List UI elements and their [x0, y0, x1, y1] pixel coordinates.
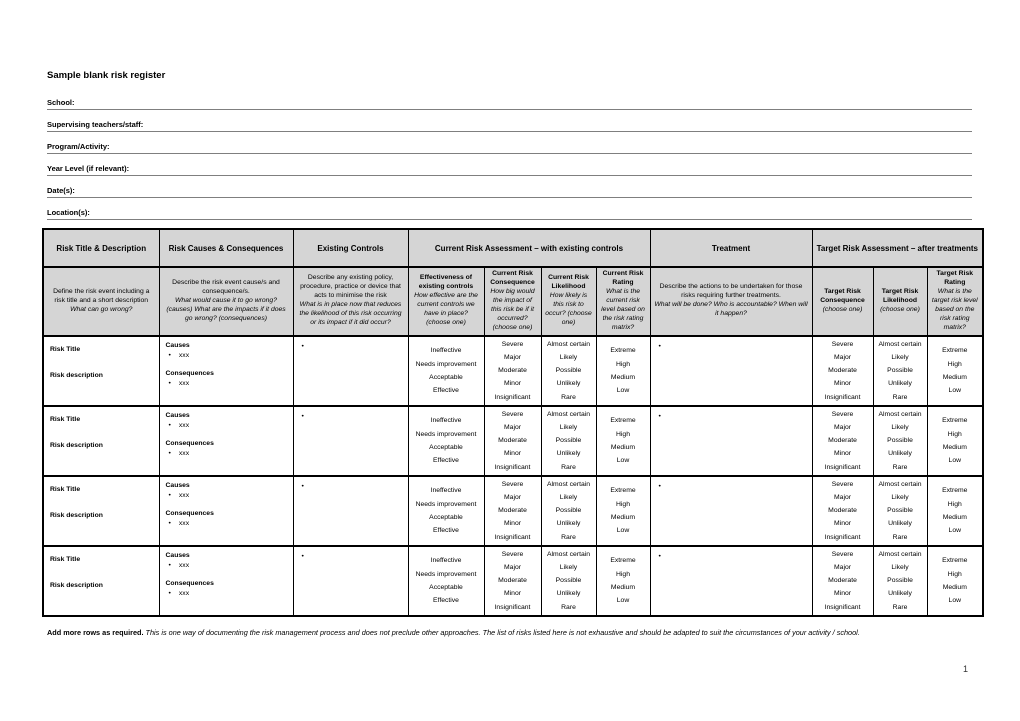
target-option-high[interactable]: High [947, 360, 962, 368]
existing-controls-bullet-line [299, 343, 403, 350]
treatment-bullet-line [656, 413, 807, 420]
target-option-rare[interactable]: Rare [892, 533, 908, 541]
target-option-almost-certain[interactable]: Almost certain [878, 550, 922, 558]
option-major[interactable]: Major [504, 424, 521, 431]
target-option-extreme[interactable]: Extreme [942, 487, 968, 495]
risk-row [43, 336, 983, 406]
causes-item [166, 562, 287, 571]
subheader-target-rating [927, 267, 983, 336]
subheader-effectiveness [408, 267, 484, 336]
option-ineffective[interactable]: Ineffective [430, 487, 462, 495]
subheader-current-rating [596, 267, 650, 336]
option-insignificant[interactable]: Insignificant [494, 463, 531, 471]
target-option-moderate[interactable]: Moderate [828, 507, 857, 515]
consequences-item [166, 520, 287, 529]
subheader-target-likelihood-note: (choose one) [880, 305, 920, 313]
target-rating-cell [927, 476, 983, 546]
causes-item [166, 492, 287, 501]
subheader-current-consequence-question: How big would the impact of this risk be if it occurred? (choose one) [490, 287, 535, 331]
option-rare[interactable]: Rare [561, 603, 576, 611]
option-medium[interactable]: Medium [610, 373, 636, 381]
option-low[interactable]: Low [616, 597, 630, 605]
bullet-icon: • [168, 380, 171, 388]
subheader-causes-text: Describe the risk event cause/s and consequence/s. [172, 278, 280, 295]
target-option-severe[interactable]: Severe [831, 340, 854, 348]
option-acceptable[interactable]: Acceptable [429, 583, 463, 591]
risk-title-label: Risk Title [50, 345, 81, 353]
option-insignificant[interactable]: Insignificant [494, 603, 531, 611]
bullet-icon: • [658, 412, 661, 420]
bullet-icon: • [658, 482, 661, 490]
option-minor[interactable]: Minor [504, 590, 521, 598]
option-severe[interactable]: Severe [501, 410, 524, 418]
subheader-risk-title-text: Define the risk event including a risk title and a short description [53, 287, 150, 304]
target-likelihood-cell [873, 406, 927, 476]
option-unlikely[interactable]: Unlikely [556, 380, 581, 388]
option-likely[interactable]: Likely [559, 353, 578, 361]
header-target-risk-assessment: Target Risk Assessment – after treatments [812, 229, 983, 267]
target-option-extreme[interactable]: Extreme [942, 417, 968, 425]
risk-row [43, 546, 983, 616]
option-almost-certain[interactable]: Almost certain [546, 340, 591, 348]
treatment-bullet-line [656, 483, 807, 490]
option-almost-certain[interactable]: Almost certain [546, 480, 591, 488]
header-risk-title-description: Risk Title & Description [43, 229, 159, 267]
option-minor[interactable]: Minor [504, 380, 521, 388]
bullet-icon: • [168, 561, 171, 569]
form-fields [47, 88, 972, 220]
option-moderate[interactable]: Moderate [498, 437, 527, 445]
subheader-current-rating-title: Current Risk Rating [602, 270, 644, 286]
target-option-unlikely[interactable]: Unlikely [888, 520, 912, 528]
target-option-major[interactable]: Major [834, 353, 852, 361]
existing-controls-bullet-line [299, 553, 403, 560]
bullet-icon: • [301, 482, 304, 490]
field-supervising-teachers[interactable] [47, 110, 972, 132]
option-medium[interactable]: Medium [610, 583, 636, 591]
effectiveness-cell [408, 406, 484, 476]
consequences-item-text: xxx [178, 450, 190, 458]
option-major[interactable]: Major [504, 353, 521, 361]
target-likelihood-cell [873, 476, 927, 546]
subheader-existing-controls-question: What is in place now that reduces the likelihood of this risk occurring or its impact if it did occur? [299, 301, 402, 327]
subheader-causes [159, 267, 293, 336]
target-option-unlikely[interactable]: Unlikely [888, 380, 912, 388]
option-low[interactable]: Low [616, 527, 630, 535]
option-likely[interactable]: Likely [559, 424, 578, 431]
target-option-insignificant[interactable]: Insignificant [824, 603, 861, 611]
risk-title-cell[interactable] [43, 476, 159, 546]
page-number: 1 [963, 664, 969, 674]
target-option-low[interactable]: Low [948, 386, 962, 394]
target-option-minor[interactable]: Minor [834, 380, 852, 388]
risk-description-label: Risk description [50, 441, 103, 449]
field-locations[interactable] [47, 198, 972, 220]
risk-title-label: Risk Title [50, 415, 81, 423]
field-locations-label: Location(s): [47, 208, 90, 217]
bullet-icon: • [168, 421, 171, 429]
risk-title-label: Risk Title [50, 555, 81, 563]
subheader-target-consequence [812, 267, 873, 336]
causes-item [166, 352, 287, 361]
causes-consequences-cell[interactable] [159, 476, 293, 546]
footer-note [47, 628, 972, 638]
existing-controls-bullet-line [299, 483, 403, 490]
target-option-almost-certain[interactable]: Almost certain [878, 480, 922, 488]
target-option-insignificant[interactable]: Insignificant [824, 393, 861, 401]
bullet-icon: • [168, 351, 171, 359]
subheader-treatment [650, 267, 812, 336]
subheader-effectiveness-question: How effective are the current controls we have in place? (choose one) [414, 292, 478, 327]
field-dates-label: Date(s): [47, 186, 75, 195]
consequences-item-text: xxx [178, 520, 190, 528]
subheader-current-likelihood [541, 267, 596, 336]
header-current-risk-assessment: Current Risk Assessment – with existing controls [408, 229, 650, 267]
option-needs-improvement[interactable]: Needs improvement [415, 430, 477, 438]
option-major[interactable]: Major [504, 564, 521, 572]
target-option-high[interactable]: High [947, 430, 962, 438]
target-option-extreme[interactable]: Extreme [942, 347, 968, 355]
consequences-item [166, 590, 287, 599]
option-possible[interactable]: Possible [555, 507, 582, 515]
option-extreme[interactable]: Extreme [610, 347, 636, 355]
field-school-label: School: [47, 98, 75, 107]
subheader-risk-title-question: What can go wrong? [70, 305, 133, 313]
consequences-label: Consequences [165, 440, 214, 448]
causes-consequences-cell[interactable] [159, 406, 293, 476]
treatment-cell[interactable] [650, 406, 812, 476]
target-option-medium[interactable]: Medium [942, 443, 967, 451]
option-rare[interactable]: Rare [561, 463, 576, 471]
risk-register-table [42, 228, 984, 617]
bullet-icon: • [658, 552, 661, 560]
existing-controls-cell[interactable] [293, 476, 408, 546]
subheader-target-consequence-note: (choose one) [822, 305, 863, 313]
current-likelihood-cell [541, 406, 596, 476]
consequences-label: Consequences [165, 510, 214, 518]
target-consequence-cell [812, 476, 873, 546]
target-option-medium[interactable]: Medium [942, 373, 967, 381]
target-option-rare[interactable]: Rare [892, 603, 908, 611]
causes-item-text: xxx [178, 421, 190, 429]
target-option-extreme[interactable]: Extreme [942, 557, 968, 565]
field-dates[interactable] [47, 176, 972, 198]
option-rare[interactable]: Rare [561, 533, 576, 541]
document-title: Sample blank risk register [47, 70, 166, 81]
consequences-item-text: xxx [178, 590, 190, 598]
field-program-activity-label: Program/Activity: [47, 142, 110, 151]
target-option-medium[interactable]: Medium [942, 513, 967, 521]
target-option-likely[interactable]: Likely [891, 353, 909, 361]
consequences-item-text: xxx [178, 380, 190, 388]
option-high[interactable]: High [616, 430, 630, 438]
option-possible[interactable]: Possible [555, 367, 582, 375]
header-treatment: Treatment [650, 229, 812, 267]
existing-controls-cell[interactable] [293, 546, 408, 616]
option-insignificant[interactable]: Insignificant [494, 533, 531, 541]
subheader-existing-controls [293, 267, 408, 336]
option-severe[interactable]: Severe [501, 550, 524, 558]
target-option-possible[interactable]: Possible [887, 437, 913, 445]
target-option-almost-certain[interactable]: Almost certain [878, 410, 922, 418]
risk-row [43, 406, 983, 476]
option-acceptable[interactable]: Acceptable [429, 373, 463, 381]
consequences-label: Consequences [165, 370, 214, 378]
subheader-effectiveness-title: Effectiveness of existing controls [418, 274, 474, 291]
subheader-target-rating-question: What is the target risk level based on the risk rating matrix? [931, 287, 978, 331]
consequences-item [166, 450, 287, 459]
subheader-current-rating-question: What is the current risk level based on the risk rating matrix? [601, 287, 645, 331]
subheader-current-consequence [484, 267, 541, 336]
option-low[interactable]: Low [616, 457, 630, 464]
option-rare[interactable]: Rare [561, 393, 576, 401]
option-severe[interactable]: Severe [501, 480, 524, 488]
existing-controls-bullet-line [299, 413, 403, 420]
target-option-severe[interactable]: Severe [831, 480, 854, 488]
option-extreme[interactable]: Extreme [610, 557, 636, 565]
footer-note-italic: This is one way of documenting the risk management process and does not preclude other approaches. The list of risks listed here is not exhaustive and should be adapted to suit the circumstances of your activity / school. [145, 628, 860, 637]
treatment-cell[interactable] [650, 546, 812, 616]
current-likelihood-cell [541, 336, 596, 406]
treatment-cell[interactable] [650, 476, 812, 546]
target-option-likely[interactable]: Likely [891, 494, 909, 502]
risk-title-cell[interactable] [43, 336, 159, 406]
option-needs-improvement[interactable]: Needs improvement [415, 570, 477, 578]
target-option-possible[interactable]: Possible [887, 367, 913, 375]
target-consequence-cell [812, 406, 873, 476]
option-unlikely[interactable]: Unlikely [556, 520, 581, 528]
subheader-target-likelihood-title: Target Risk Likelihood [881, 287, 919, 304]
target-option-severe[interactable]: Severe [831, 550, 854, 558]
field-year-level[interactable] [47, 154, 972, 176]
option-high[interactable]: High [616, 360, 630, 368]
risk-description-label: Risk description [50, 371, 103, 379]
option-almost-certain[interactable]: Almost certain [546, 550, 591, 558]
effectiveness-cell [408, 476, 484, 546]
target-option-high[interactable]: High [947, 500, 962, 508]
option-ineffective[interactable]: Ineffective [430, 347, 462, 355]
option-needs-improvement[interactable]: Needs improvement [415, 360, 477, 368]
subheader-target-rating-title: Target Risk Rating [936, 270, 974, 286]
option-almost-certain[interactable]: Almost certain [546, 410, 591, 418]
target-rating-cell [927, 406, 983, 476]
bullet-icon: • [301, 552, 304, 560]
risk-description-label: Risk description [50, 581, 103, 589]
header-existing-controls: Existing Controls [293, 229, 408, 267]
risk-title-cell[interactable] [43, 546, 159, 616]
table-group-header-row [43, 229, 983, 267]
option-effective[interactable]: Effective [433, 527, 459, 535]
field-supervising-teachers-label: Supervising teachers/staff: [47, 120, 144, 129]
target-option-high[interactable]: High [947, 570, 962, 578]
option-medium[interactable]: Medium [610, 443, 636, 451]
subheader-treatment-question: What will be done? Who is accountable? When will it happen? [654, 301, 808, 318]
option-moderate[interactable]: Moderate [498, 577, 527, 585]
option-needs-improvement[interactable]: Needs improvement [415, 500, 477, 508]
target-option-minor[interactable]: Minor [834, 520, 852, 528]
target-option-low[interactable]: Low [948, 597, 962, 605]
risk-row [43, 476, 983, 546]
option-acceptable[interactable]: Acceptable [429, 513, 463, 521]
current-rating-cell [596, 546, 650, 616]
subheader-target-likelihood [873, 267, 927, 336]
causes-label: Causes [165, 411, 190, 419]
option-medium[interactable]: Medium [610, 513, 636, 521]
current-consequence-cell [484, 336, 541, 406]
subheader-causes-question: What would cause it to go wrong? (causes) What are the impacts if it does go wrong? (consequences) [166, 296, 286, 322]
option-effective[interactable]: Effective [433, 457, 459, 464]
option-major[interactable]: Major [504, 494, 521, 502]
field-school[interactable] [47, 88, 972, 110]
current-rating-cell [596, 336, 650, 406]
option-unlikely[interactable]: Unlikely [556, 590, 581, 598]
existing-controls-cell[interactable] [293, 336, 408, 406]
target-option-rare[interactable]: Rare [892, 463, 908, 471]
field-program-activity[interactable] [47, 132, 972, 154]
subheader-current-likelihood-title: Current Risk Likelihood [548, 274, 589, 291]
effectiveness-cell [408, 336, 484, 406]
subheader-treatment-text: Describe the actions to be undertaken for those risks requiring further treatments. [659, 283, 803, 300]
risk-table-body [43, 336, 983, 616]
treatment-bullet-line [656, 553, 807, 560]
causes-consequences-cell[interactable] [159, 546, 293, 616]
option-high[interactable]: High [616, 500, 630, 508]
target-option-possible[interactable]: Possible [887, 577, 913, 585]
target-option-moderate[interactable]: Moderate [828, 577, 857, 585]
option-high[interactable]: High [616, 570, 630, 578]
causes-label: Causes [165, 551, 190, 559]
target-option-unlikely[interactable]: Unlikely [888, 590, 912, 598]
option-acceptable[interactable]: Acceptable [429, 443, 463, 451]
target-option-minor[interactable]: Minor [834, 590, 852, 598]
option-low[interactable]: Low [616, 386, 630, 394]
causes-item-text: xxx [178, 491, 190, 499]
bullet-icon: • [301, 412, 304, 420]
causes-item [166, 422, 287, 431]
current-consequence-cell [484, 406, 541, 476]
target-option-low[interactable]: Low [948, 527, 962, 535]
target-rating-cell [927, 336, 983, 406]
subheader-existing-controls-text: Describe any existing policy, procedure, practice or device that acts to minimise the risk [300, 274, 401, 300]
target-option-insignificant[interactable]: Insignificant [824, 533, 861, 541]
target-consequence-cell [812, 546, 873, 616]
target-option-major[interactable]: Major [834, 494, 852, 502]
risk-title-cell[interactable] [43, 406, 159, 476]
target-option-unlikely[interactable]: Unlikely [888, 450, 912, 458]
causes-item-text: xxx [178, 351, 190, 359]
option-possible[interactable]: Possible [555, 577, 582, 585]
target-option-likely[interactable]: Likely [891, 424, 909, 431]
subheader-target-consequence-title: Target Risk Consequence [820, 287, 865, 304]
target-option-severe[interactable]: Severe [831, 410, 854, 418]
risk-description-label: Risk description [50, 511, 103, 519]
option-severe[interactable]: Severe [501, 340, 524, 348]
option-effective[interactable]: Effective [433, 386, 459, 394]
causes-label: Causes [165, 481, 190, 489]
target-option-insignificant[interactable]: Insignificant [824, 463, 861, 471]
current-consequence-cell [484, 546, 541, 616]
option-extreme[interactable]: Extreme [610, 417, 636, 425]
risk-title-label: Risk Title [50, 485, 81, 493]
causes-label: Causes [165, 341, 190, 349]
target-option-major[interactable]: Major [834, 564, 852, 572]
option-ineffective[interactable]: Ineffective [430, 557, 462, 565]
header-risk-causes-consequences: Risk Causes & Consequences [159, 229, 293, 267]
option-likely[interactable]: Likely [559, 494, 578, 502]
target-option-moderate[interactable]: Moderate [828, 367, 857, 375]
table-subheader-row [43, 267, 983, 336]
target-option-likely[interactable]: Likely [891, 564, 909, 572]
causes-consequences-cell[interactable] [159, 336, 293, 406]
current-rating-cell [596, 476, 650, 546]
target-rating-cell [927, 546, 983, 616]
target-option-possible[interactable]: Possible [887, 507, 913, 515]
target-option-moderate[interactable]: Moderate [828, 437, 857, 445]
bullet-icon: • [301, 342, 304, 350]
existing-controls-cell[interactable] [293, 406, 408, 476]
option-moderate[interactable]: Moderate [498, 367, 527, 375]
target-likelihood-cell [873, 336, 927, 406]
option-ineffective[interactable]: Ineffective [430, 417, 462, 425]
target-option-almost-certain[interactable]: Almost certain [878, 340, 922, 348]
effectiveness-cell [408, 546, 484, 616]
option-insignificant[interactable]: Insignificant [494, 393, 531, 401]
consequences-item [166, 380, 287, 389]
field-year-level-label: Year Level (if relevant): [47, 164, 130, 173]
bullet-icon: • [168, 520, 171, 528]
option-extreme[interactable]: Extreme [610, 487, 636, 495]
bullet-icon: • [658, 342, 661, 350]
option-possible[interactable]: Possible [555, 437, 582, 445]
footer-note-bold: Add more rows as required. [47, 628, 144, 637]
option-minor[interactable]: Minor [504, 520, 521, 528]
bullet-icon: • [168, 450, 171, 458]
target-option-rare[interactable]: Rare [892, 393, 908, 401]
option-effective[interactable]: Effective [433, 597, 459, 605]
target-option-low[interactable]: Low [948, 457, 962, 464]
bullet-icon: • [168, 491, 171, 499]
target-likelihood-cell [873, 546, 927, 616]
consequences-label: Consequences [165, 580, 214, 588]
causes-item-text: xxx [178, 561, 190, 569]
bullet-icon: • [168, 590, 171, 598]
current-likelihood-cell [541, 546, 596, 616]
target-consequence-cell [812, 336, 873, 406]
current-rating-cell [596, 406, 650, 476]
option-moderate[interactable]: Moderate [498, 507, 527, 515]
option-minor[interactable]: Minor [504, 450, 521, 458]
subheader-risk-title [43, 267, 159, 336]
option-likely[interactable]: Likely [559, 564, 578, 572]
treatment-cell[interactable] [650, 336, 812, 406]
target-option-major[interactable]: Major [834, 424, 852, 431]
current-consequence-cell [484, 476, 541, 546]
treatment-bullet-line [656, 343, 807, 350]
target-option-minor[interactable]: Minor [834, 450, 852, 458]
subheader-current-consequence-title: Current Risk Consequence [490, 270, 535, 286]
option-unlikely[interactable]: Unlikely [556, 450, 581, 458]
subheader-current-likelihood-question: How likely is this risk to occur? (choose one) [545, 292, 592, 327]
target-option-medium[interactable]: Medium [942, 583, 967, 591]
current-likelihood-cell [541, 476, 596, 546]
